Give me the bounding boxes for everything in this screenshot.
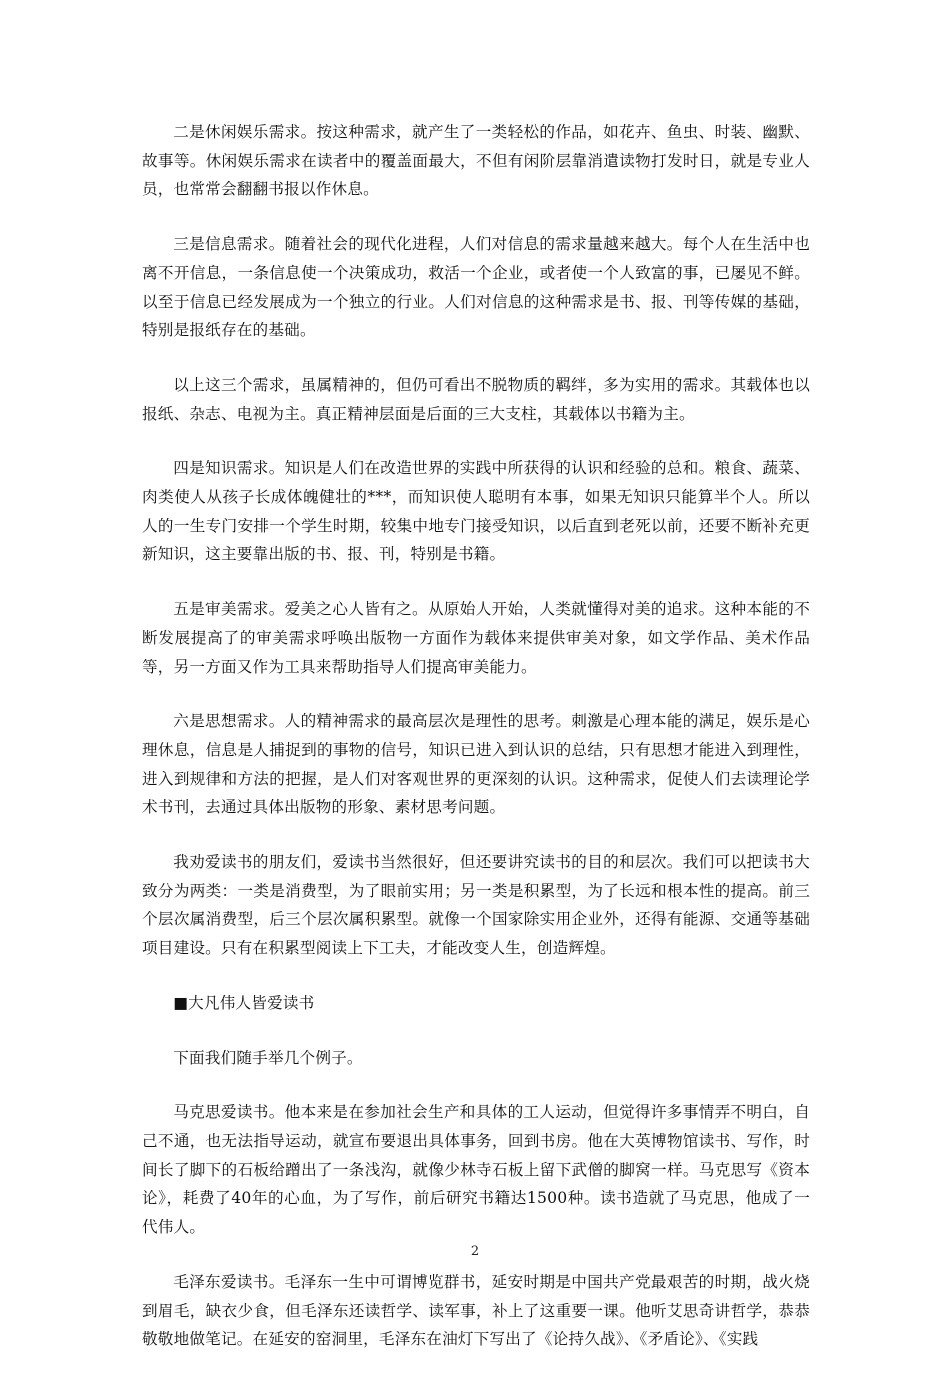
paragraph-thought-needs: 六是思想需求。人的精神需求的最高层次是理性的思考。刺激是心理本能的满足，娱乐是心理休息，信息是人捕捉到的事物的信号，知识已进入到认识的总结，只有思想才能进入到理性，进入到规律和方法的把握，是人们对客观世界的更深刻的认识。这种需求，促使人们去读理论学术书刊，去通过具体出版物的形象、素材思考问题。 [142,712,810,817]
paragraph-knowledge-needs: 四是知识需求。知识是人们在改造世界的实践中所获得的认识和经验的总和。粮食、蔬菜、肉类使人从孩子长成体魄健壮的***，而知识使人聪明有本事，如果无知识只能算半个人。所以人的一生专门安排一个学生时期，较集中地专门接受知识，以后直到老死以前，还要不断补充更新知识，这主要靠出版的书、报、刊，特别是书籍。 [142,459,810,564]
paragraph-leisure-needs: 二是休闲娱乐需求。按这种需求，就产生了一类轻松的作品，如花卉、鱼虫、时装、幽默、故事等。休闲娱乐需求在读者中的覆盖面最大，不但有闲阶层靠消遣读物打发时日，就是专业人员，也常常会翻翻书报以作休息。 [142,123,810,199]
paragraph-mao: 毛泽东爱读书。毛泽东一生中可谓博览群书，延安时期是中国共产党最艰苦的时期，战火烧到眉毛，缺衣少食，但毛泽东还读哲学、读军事，补上了这重要一课。他听艾思奇讲哲学，恭恭敬敬地做笔记。在延安的窑洞里，毛泽东在油灯下写出了《论持久战》、《矛盾论》、《实践 [142,1272,810,1349]
section-heading: ■大凡伟人皆爱读书 [173,993,315,1012]
paragraph-marx: 马克思爱读书。他本来是在参加社会生产和具体的工人运动，但觉得许多事情弄不明白，自己不通，也无法指导运动，就宣布要退出具体事务，回到书房。他在大英博物馆读书、写作，时间长了脚下的石板给蹭出了一条浅沟，就像少林寺石板上留下武僧的脚窝一样。马克思写《资本论》，耗费了40年的心血，为了写作，前后研究书籍达1500种。读书造就了马克思，他成了一代伟人。 [142,1103,810,1237]
paragraph-aesthetic-needs: 五是审美需求。爱美之心人皆有之。从原始人开始，人类就懂得对美的追求。这种本能的不断发展提高了的审美需求呼唤出版物一方面作为载体来提供审美对象，如文学作品、美术作品等，另一方面又作为工具来帮助指导人们提高审美能力。 [142,600,810,676]
paragraph-summary-three-needs: 以上这三个需求，虽属精神的，但仍可看出不脱物质的羁绊，多为实用的需求。其载体也以报纸、杂志、电视为主。真正精神层面是后面的三大支柱，其载体以书籍为主。 [142,375,810,423]
paragraph-reading-advice: 我劝爱读书的朋友们，爱读书当然很好，但还要讲究读书的目的和层次。我们可以把读书大致分为两类：一类是消费型，为了眼前实用；另一类是积累型，为了长远和根本性的提高。前三个层次属消费型，后三个层次属积累型。就像一个国家除实用企业外，还得有能源、交通等基础项目建设。只有在积累型阅读上下工夫，才能改变人生，创造辉煌。 [142,853,810,958]
paragraph-information-needs: 三是信息需求。随着社会的现代化进程，人们对信息的需求量越来越大。每个人在生活中也离不开信息，一条信息使一个决策成功，救活一个企业，或者使一个人致富的事，已屡见不鲜。以至于信息已经发展成为一个独立的行业。人们对信息的这种需求是书、报、刊等传媒的基础，特别是报纸存在的基础。 [142,235,810,340]
body-text [142,118,810,1380]
page-number: 2 [470,1244,480,1259]
paragraph-examples-intro: 下面我们随手举几个例子。 [173,1048,363,1067]
